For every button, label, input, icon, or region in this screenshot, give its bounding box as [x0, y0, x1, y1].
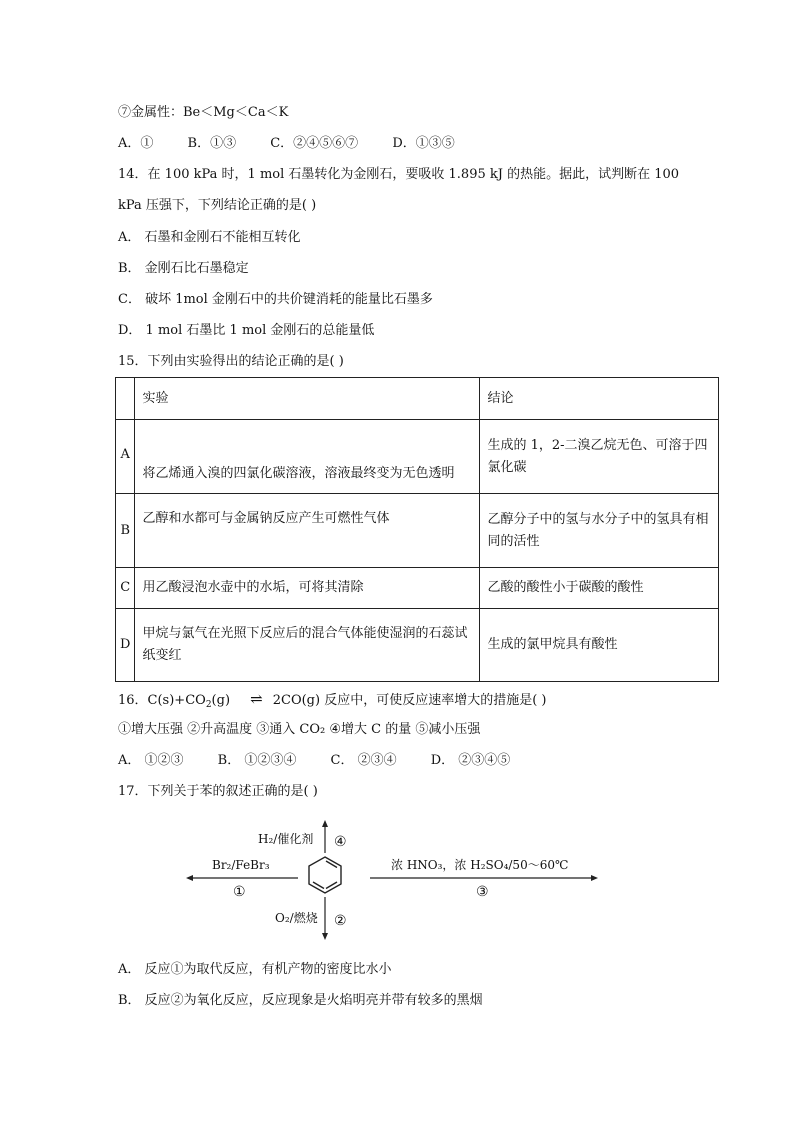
arrow-left-icon: [186, 875, 298, 881]
table-cell-experiment: 乙醇和水都可与金属钠反应产生可燃性气体: [135, 494, 480, 568]
arrow-up-icon: [322, 820, 328, 853]
table-cell-key: C: [116, 568, 135, 609]
label-num-2: ②: [334, 913, 347, 929]
q16-stem-mid: (g): [211, 693, 231, 708]
q13-option-c: C．②④⑤⑥⑦: [270, 136, 359, 151]
table-cell-conclusion: 生成的 1，2-二溴乙烷无色、可溶于四氯化碳: [480, 420, 719, 494]
q15-stem: 15．下列由实验得出的结论正确的是( ): [118, 354, 344, 369]
table-cell-experiment: 将乙烯通入溴的四氯化碳溶液，溶液最终变为无色透明: [135, 420, 480, 494]
table-cell-conclusion: 乙酸的酸性小于碳酸的酸性: [480, 568, 719, 609]
q16-options: [118, 752, 540, 770]
q13-item7: ⑦金属性：Be＜Mg＜Ca＜K: [118, 105, 289, 120]
q15-table: [115, 377, 719, 682]
q16-option-b: B． ①②③④: [217, 753, 297, 768]
table-cell-conclusion: 生成的氯甲烷具有酸性: [480, 609, 719, 682]
benzene-reaction-diagram: [178, 820, 608, 942]
q17-option-b: B． 反应②为氧化反应，反应现象是火焰明亮并带有较多的黑烟: [118, 993, 483, 1008]
q16-stem: [118, 690, 546, 714]
table-cell-key: A: [116, 420, 135, 494]
q13-option-b: B．①③: [187, 136, 237, 151]
table-row-header: [116, 378, 719, 420]
table-cell-key: [116, 378, 135, 420]
q16-measures: ①增大压强 ②升高温度 ③通入 CO₂ ④增大 C 的量 ⑤减小压强: [118, 722, 481, 737]
q16-stem-right: 2CO(g) 反应中，可使反应速率增大的措施是( ): [272, 693, 547, 708]
table-header-experiment: 实验: [135, 378, 480, 420]
table-row: [116, 609, 719, 682]
table-cell-conclusion: 乙醇分子中的氢与水分子中的氢具有相同的活性: [480, 494, 719, 568]
q14-stem-line2: kPa 压强下，下列结论正确的是( ): [118, 198, 317, 213]
q14-option-a: A． 石墨和金刚石不能相互转化: [118, 230, 301, 245]
table-header-conclusion: 结论: [480, 378, 719, 420]
table-cell-experiment: 甲烷与氯气在光照下反应后的混合气体能使湿润的石蕊试纸变红: [135, 609, 480, 682]
label-bromine-febr3: Br₂/FeBr₃: [212, 858, 270, 872]
q14-option-c: C． 破坏 1mol 金刚石中的共价键消耗的能量比石墨多: [118, 292, 433, 307]
table-cell-key: D: [116, 609, 135, 682]
label-num-3: ③: [476, 884, 489, 900]
arrow-down-icon: [322, 897, 328, 940]
table-row: [116, 494, 719, 568]
q13-option-a: A．①: [118, 136, 154, 151]
benzene-ring-icon: [309, 857, 341, 893]
q13-option-d: D．①③⑤: [392, 136, 455, 151]
q16-stem-left: 16．C(s)+CO: [118, 693, 206, 708]
q16-option-a: A． ①②③: [118, 753, 184, 768]
q17-option-a: A． 反应①为取代反应，有机产物的密度比水小: [118, 962, 392, 977]
q14-option-b: B． 金刚石比石墨稳定: [118, 261, 249, 276]
label-num-1: ①: [233, 884, 246, 900]
label-oxygen-combustion: O₂/燃烧: [275, 911, 318, 925]
q13-options: [118, 135, 485, 153]
q14-option-d: D． 1 mol 石墨比 1 mol 金刚石的总能量低: [118, 323, 375, 338]
label-hydrogen-catalyst: H₂/催化剂: [258, 832, 314, 846]
q16-option-c: C． ②③④: [330, 753, 397, 768]
label-num-4: ④: [334, 834, 347, 850]
table-row: [116, 420, 719, 494]
q14-stem-line1: 14．在 100 kPa 时，1 mol 石墨转化为金刚石，要吸收 1.895 kJ 的热能。据此，试判断在 100: [118, 167, 680, 182]
q16-stem-subscript: 2: [205, 700, 212, 710]
arrow-right-icon: [370, 875, 598, 881]
table-cell-key: B: [116, 494, 135, 568]
table-cell-experiment: 用乙酸浸泡水壶中的水垢，可将其清除: [135, 568, 480, 609]
table-row: [116, 568, 719, 609]
q16-option-d: D． ②③④⑤: [430, 753, 511, 768]
q17-stem: 17．下列关于苯的叙述正确的是( ): [118, 784, 318, 799]
equilibrium-arrow-icon: ⇌: [250, 690, 263, 708]
label-nitration-conditions: 浓 HNO₃，浓 H₂SO₄/50～60℃: [391, 858, 569, 872]
